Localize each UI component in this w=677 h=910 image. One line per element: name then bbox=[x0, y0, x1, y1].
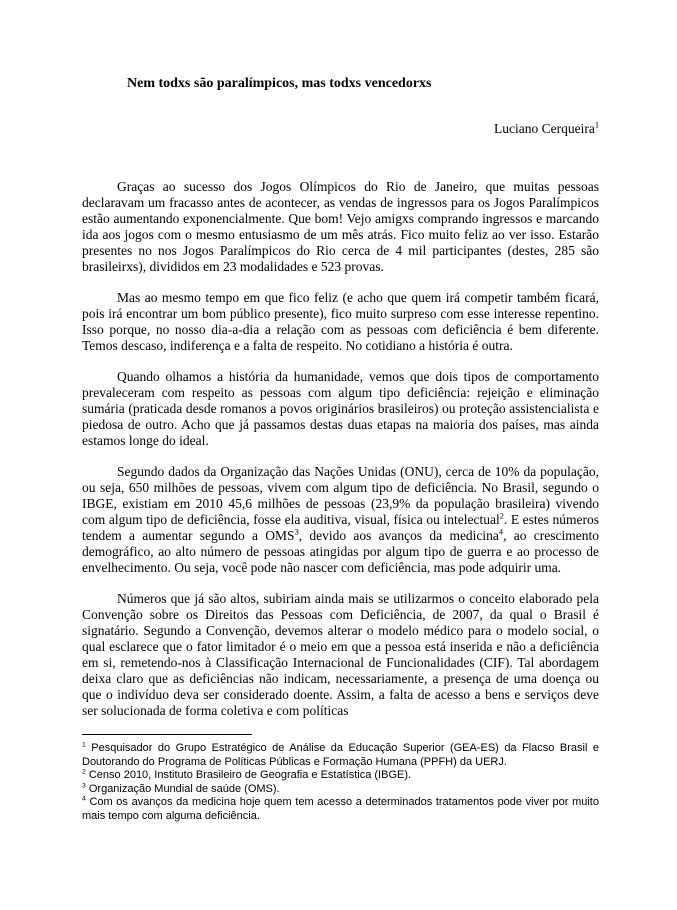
footnote: $^4$ Com os avanços da medicina hoje quem tem acesso a determinados tratamentos pode viver por muito mais tempo com alguma deficiência. bbox=[82, 795, 599, 822]
footnote: $^3$ Organização Mundial de saúde (OMS). bbox=[82, 781, 280, 795]
paragraph: Graças ao sucesso dos Jogos Olímpicos do Rio de Janeiro, que muitas pessoas declaravam um fracasso antes de acontecer, as vendas de ingressos para os Jogos Paralímpicos estão aumentando exponencialmente. Que bom! Vejo amigxs comprando ingressos e marcando ida aos jogos com o mesmo entusiasmo de um mês atrás. Fico muito feliz ao ver isso. Estarão presentes no nos Jogos Paralímpicos do Rio cerca de 4 mil participantes (destes, 285 são brasileirxs), divididos em 23 modalidades e 523 provas. bbox=[82, 179, 599, 274]
footnote-ref: 4 bbox=[498, 527, 504, 537]
author-name: Luciano Cerqueira bbox=[493, 121, 595, 136]
footnote: $^2$ Censo 2010, Instituto Brasileiro de Geografia e Estatística (IBGE). bbox=[82, 768, 412, 781]
footnote-marker: 2 bbox=[82, 768, 86, 776]
footnote-marker: 1 bbox=[82, 741, 86, 749]
footnote-marker: 3 bbox=[82, 781, 86, 789]
paragraph: Segundo dados da Organização das Nações Unidas (ONU), cerca de 10% da população, ou seja, 650 milhões de pessoas, vivem com algum tipo de deficiência. No Brasil, segundo o IBGE, existiam em 2010 45,6 milhões de pessoas (23,9% da população brasileira) vivendo com algum tipo de deficiência, fosse ela auditiva, visual, física ou intelectual$^2$. E estes números tendem a aumentar segundo a OMS$^3$, devido aos avanços da medicina$^4$, ao crescimento demográfico, ao alto número de pessoas atingidas por algum tipo de guerra e ao processo de envelhecimento. Ou seja, você pode não nascer com deficiência, mas pode adquirir uma. bbox=[82, 464, 600, 575]
footnote-ref: 2 bbox=[499, 511, 504, 521]
document-body bbox=[82, 179, 599, 719]
footnote-marker: 4 bbox=[82, 795, 86, 803]
author-line bbox=[82, 121, 599, 137]
footnote-ref: 3 bbox=[294, 527, 299, 537]
paragraph: Quando olhamos a história da humanidade, vemos que dois tipos de comportamento prevaleceram com respeito as pessoas com algum tipo deficiência: rejeição e eliminação sumária (praticada desde romanos a povos originários brasileiros) ou proteção assistencialista e piedosa de outro. Acho que já passamos destas duas etapas na maioria dos países, mas ainda estamos longe do ideal. bbox=[82, 369, 599, 448]
paragraph: Números que já são altos, subiriam ainda mais se utilizarmos o conceito elaborado pela Convenção sobre os Direitos das Pessoas com Deficiência, de 2007, da qual o Brasil é signatário. Segundo a Convenção, devemos alterar o modelo médico para o modelo social, o qual esclarece que o fator limitador é o meio em que a pessoa está inserida e não a deficiência em si, remetendo-nos à Classificação Internacional de Funcionalidades (CIF). Tal abordagem deixa claro que as deficiências não indicam, necessariamente, a presença de uma doença ou que o indivíduo deva ser considerado doente. Assim, a falta de acesso a bens e serviços deve ser solucionada de forma coletiva e com políticas bbox=[82, 591, 599, 718]
footnote-separator bbox=[82, 734, 252, 735]
footnotes-section bbox=[82, 742, 599, 823]
paragraph: Mas ao mesmo tempo em que fico feliz (e acho que quem irá competir também ficará, pois irá encontrar um bom público presente), fico muito surpreso com esse interesse repentino. Isso porque, no nosso dia-a-dia a relação com as pessoas com deficiência é bem diferente. Temos descaso, indiferença e a falta de respeito. No cotidiano a história é outra. bbox=[82, 290, 599, 353]
footnote: $^1$ Pesquisador do Grupo Estratégico de Análise da Educação Superior (GEA-ES) da Flacso Brasil e Doutorando do Programa de Políticas Públicas e Formação Humana (PPFH) da UERJ. bbox=[82, 741, 599, 768]
document-title: Nem todxs são paralímpicos, mas todxs vencedorxs bbox=[127, 76, 432, 91]
author-footnote-ref: 1 bbox=[594, 120, 599, 130]
